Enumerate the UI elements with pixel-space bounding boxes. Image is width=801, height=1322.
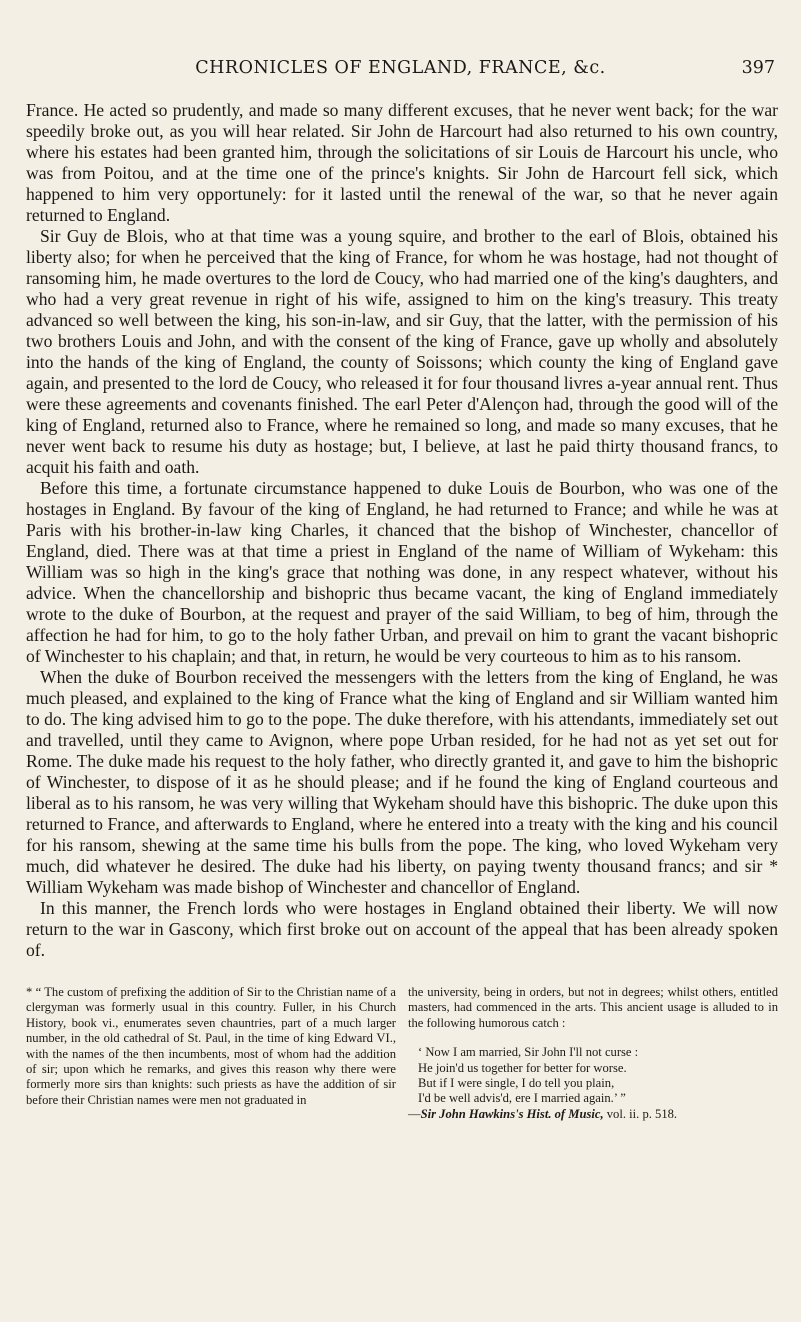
footnote <box>26 985 778 1122</box>
citation-reference: vol. ii. p. 518. <box>603 1106 678 1121</box>
footnote-right-column <box>408 985 778 1122</box>
footnote-left-column <box>26 985 396 1122</box>
paragraph: Sir Guy de Blois, who at that time was a young squire, and brother to the earl of Blois, obtained his liberty also; for when he perceived that the king of France, for whom he was hostage, had not thought of ransoming him, he made overtures to the lord de Coucy, who had married one of the king's daughters, and who had a very great revenue in right of his wife, assigned to him on the king's treasury. This treaty advanced so well between the king, his son-in-law, and sir Guy, that the latter, with the permission of his two brothers Louis and John, and with the consent of the king of France, gave up wholly and absolutely into the hands of the king of England, the county of Soissons; which county the king of England gave again, and presented to the lord de Coucy, who released it for four thousand livres a-year annual rent. Thus were these agreements and covenants finished. The earl Peter d'Alençon had, through the good will of the king of England, returned also to France, where he remained so long, and made so many excuses, that he never went back to resume his duty as hostage; but, I believe, at last he paid thirty thousand francs, to acquit his faith and oath. <box>26 226 778 477</box>
paragraph: In this manner, the French lords who were hostages in England obtained their liberty. We will now return to the war in Gascony, which first broke out on account of the appeal that has been already spoken of. <box>26 898 778 960</box>
running-title: CHRONICLES OF ENGLAND, FRANCE, &c. <box>195 58 606 78</box>
citation <box>408 1107 778 1122</box>
verse-catch <box>418 1045 778 1107</box>
main-text <box>26 100 778 961</box>
paragraph: France. He acted so prudently, and made so many different excuses, that he never went back; for the war speedily broke out, as you will hear related. Sir John de Harcourt had also returned to his own country, where his estates had been granted him, through the solicitations of sir Louis de Harcourt his uncle, who was from Poitou, and at the time one of the prince's knights. Sir John de Harcourt fell sick, which happened to him very opportunely: for it lasted until the renewal of the war, so that he never again returned to England. <box>26 100 778 225</box>
page-number: 397 <box>741 58 775 78</box>
verse-line: He join'd us together for better for worse. <box>418 1060 627 1075</box>
paragraph: Before this time, a fortunate circumstance happened to duke Louis de Bourbon, who was one of the hostages in England. By favour of the king of England, he had returned to France; and while he was at Paris with his brother-in-law king Charles, it chanced that the bishop of Winchester, chancellor of England, died. There was at that time a priest in England of the name of William of Wykeham: this William was so high in the king's grace that nothing was done, in any respect whatever, without his advice. When the chancellorship and bishopric thus became vacant, the king of England immediately wrote to the duke of Bourbon, at the request and prayer of the said William, to beg of him, through the affection he had for him, to go to the holy father Urban, and prevail on him to grant the vacant bishopric of Winchester to his chaplain; and that, in return, he would be very courteous to him as to his ransom. <box>26 478 778 666</box>
paragraph: When the duke of Bourbon received the messengers with the letters from the king of England, he was much pleased, and explained to the king of France what the king of England and sir William wanted him to do. The king advised him to go to the pope. The duke therefore, with his attendants, immediately set out and travelled, until they came to Avignon, where pope Urban resided, for he had not as yet set out for Rome. The duke made his request to the holy father, who directly granted it, and gave to him the bishopric of Winchester, to dispose of it as he should please; and if he found the king of England courteous and liberal as to his ransom, he was very willing that Wykeham should have this bishopric. The duke upon this returned to France, and afterwards to England, where he entered into a treaty with the king and his council for his ransom, shewing at the same time his bulls from the pope. The king, who loved Wykeham very much, did whatever he desired. The duke had his liberty, on paying twenty thousand francs; and sir * William Wykeham was made bishop of Winchester and chancellor of England. <box>26 667 778 897</box>
verse-line: But if I were single, I do tell you plain, <box>418 1076 615 1091</box>
running-header <box>26 58 775 82</box>
verse-line: I'd be well advis'd, ere I married again.’ ” <box>418 1091 626 1106</box>
citation-title: Sir John Hawkins's Hist. of Music, <box>420 1106 604 1121</box>
footnote-text: * “ The custom of prefixing the addition of Sir to the Christian name of a clergyman was formerly usual in this country. Fuller, in his Church History, book vi., enumerates seven chauntries, part of a much larger number, in the old cathedral of St. Paul, in the time of king Edward VI., with the names of the then incumbents, most of whom had the addition of sir; upon which he remarks, and gives this reason why there were formerly more sirs than knights: such priests as have the addition of sir before their Christian names were men not graduated in <box>26 985 396 1107</box>
verse-line: ‘ Now I am married, Sir John I'll not curse : <box>418 1045 639 1060</box>
citation-dash: — <box>408 1106 421 1121</box>
footnote-text: the university, being in orders, but not in degrees; whilst others, entitled masters, had commenced in the arts. This ancient usage is alluded to in the following humorous catch : <box>408 985 778 1030</box>
